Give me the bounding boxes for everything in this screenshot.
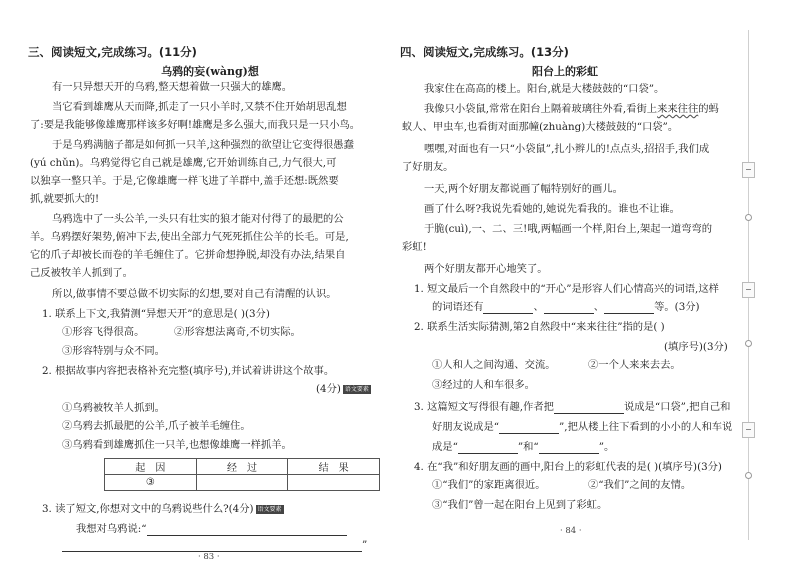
- story-line: 嘿嘿,对面也有一只“小袋鼠”,扎小辫儿的!点点头,招招手,我们成: [424, 143, 710, 155]
- q2-score: (填序号)(3分): [664, 341, 728, 353]
- skill-badge: 语文要素: [344, 385, 369, 393]
- binding-tab: [742, 162, 755, 178]
- story-line: (yú chǔn)。乌鸦觉得它自己就是雄鹰,它开始训练自己,力气很大,可: [30, 157, 337, 169]
- question-1: 1. 短文最后一个自然段中的“开心”是形容人们心情高兴的词语,这样: [414, 283, 719, 295]
- section-title: 三、阅读短文,完成练习。(11分): [28, 45, 197, 59]
- story-line: 一天,两个好朋友都说画了幅特别好的画儿。: [424, 183, 623, 195]
- story-table: [104, 458, 380, 491]
- q1-option: ③形容特别与众不同。: [62, 345, 165, 357]
- answer-blank[interactable]: [147, 524, 347, 536]
- story-line: 蚁人、甲虫车,也看街对面那幢(zhuàng)大楼鼓鼓的“口袋”。: [402, 121, 679, 133]
- q2-option: ①人和人之间沟通、交流。: [432, 359, 556, 371]
- story-line: 我像只小袋鼠,常常在阳台上隔着玻璃往外看,看街上来来往往的蚂: [424, 103, 719, 115]
- table-header-cause: 起 因: [105, 459, 197, 475]
- table-cell-cause[interactable]: ③: [105, 475, 197, 491]
- question-3: 3. 读了短文,你想对文中的乌鸦说些什么?(4分) 语文要素: [42, 503, 282, 515]
- right-page: [392, 0, 800, 566]
- q2-option: ②一个人来来去去。: [588, 359, 681, 371]
- story-title: 阳台上的彩虹: [532, 65, 598, 78]
- page-number: · 83 ·: [198, 552, 220, 562]
- binding-hole: [745, 472, 752, 479]
- q3-line-2: 好朋友说成是“ ”,把从楼上往下看到的小小的人和车说: [432, 421, 733, 433]
- story-line: 以独享一整只羊。于是,它像雄鹰一样飞进了羊群中,盖手还想:既然要: [30, 175, 339, 187]
- story-line: 己反被牧羊人抓到了。: [30, 267, 133, 279]
- q2-score: (4分) 语文要素: [316, 383, 369, 395]
- left-page: [0, 0, 392, 566]
- page-number: · 84 ·: [560, 526, 582, 536]
- answer-blank[interactable]: [554, 402, 624, 414]
- story-line: 抓,就要抓大的!: [30, 193, 100, 205]
- story-line: 画了什么呀?我说先看她的,她说先看我的。谁也不让谁。: [424, 203, 680, 215]
- q1-line-2: 的词语还有 、 、 等。(3分): [432, 301, 700, 313]
- question-1: 1. 联系上下文,我猜测“异想天开”的意思是( )(3分): [42, 308, 270, 320]
- table-header-result: 结 果: [288, 459, 380, 475]
- question-2: 2. 联系生活实际猜测,第2自然段中“来来往往”指的是( ): [414, 321, 665, 333]
- story-line: 两个好朋友都开心地笑了。: [424, 263, 548, 275]
- story-line: 乌鸦选中了一头公羊,一头只有壮实的狼才能对付得了的最肥的公: [52, 213, 344, 225]
- q1-option: ②形容想法离奇,不切实际。: [174, 326, 301, 338]
- q3-answer-line: 我想对乌鸦说:“: [76, 522, 347, 536]
- binding-hole: [745, 214, 752, 221]
- story-line: 彩虹!: [402, 241, 427, 253]
- answer-blank[interactable]: [499, 422, 559, 434]
- q1-option: ①形容飞得很高。: [62, 326, 145, 338]
- q2-option: ②乌鸦去抓最肥的公羊,爪子被羊毛缠住。: [62, 420, 251, 432]
- q3-answer-line-2: ”: [62, 538, 367, 552]
- answer-blank[interactable]: [62, 540, 362, 552]
- q4-option: ①“我们”的家距离很近。: [432, 479, 546, 491]
- binding-tab: [742, 282, 755, 298]
- story-line: 它的爪子却被长而卷的羊毛缠住了。它拼命想挣脱,却没有办法,结果自: [30, 249, 346, 261]
- question-3: 3. 这篇短文写得很有趣,作者把 说成是“口袋”,把自己和: [414, 401, 731, 413]
- q4-option: ③“我们”曾一起在阳台上见到了彩虹。: [432, 499, 608, 511]
- story-line: 所以,做事情不要总做不切实际的幻想,要对自己有清醒的认识。: [52, 288, 337, 300]
- story-title: 乌鸦的妄(wàng)想: [161, 65, 259, 78]
- story-line: 了:要是我能够像雄鹰那样该多好啊!雄鹰是多么强大,而我只是一只小鸟。: [30, 119, 361, 131]
- story-line: 于脆(cuì),一、二、三!哦,两幅画一个样,阳台上,架起一道弯弯的: [424, 223, 713, 235]
- q3-line-3: 成是“ ”和“ ”。: [432, 441, 615, 453]
- answer-blank[interactable]: [544, 302, 594, 314]
- question-2: 2. 根据故事内容把表格补充完整(填序号),并试着讲讲这个故事。: [42, 365, 335, 377]
- table-cell-process[interactable]: [196, 475, 288, 491]
- answer-blank[interactable]: [539, 442, 599, 454]
- question-4: 4. 在“我”和好朋友画的画中,阳台上的彩虹代表的是( )(填序号)(3分): [414, 461, 722, 473]
- answer-blank[interactable]: [458, 442, 518, 454]
- answer-blank[interactable]: [483, 302, 533, 314]
- story-line: 羊。乌鸦摆好架势,俯冲下去,使出全部力气死死抓住公羊的长毛。可是,: [30, 231, 349, 243]
- table-cell-result[interactable]: [288, 475, 380, 491]
- story-line: 我家住在高高的楼上。阳台,就是大楼鼓鼓的“口袋”。: [424, 83, 665, 95]
- q2-option: ③经过的人和车很多。: [432, 379, 535, 391]
- table-header-process: 经 过: [196, 459, 288, 475]
- story-line: 有一只异想天开的乌鸦,整天想着做一只强大的雄鹰。: [52, 81, 293, 93]
- answer-blank[interactable]: [604, 302, 654, 314]
- q2-option: ③乌鸦看到雄鹰抓住一只羊,也想像雄鹰一样抓羊。: [62, 439, 292, 451]
- binding-tab: [742, 422, 755, 438]
- binding-hole: [745, 340, 752, 347]
- q4-option: ②“我们”之间的友情。: [588, 479, 692, 491]
- q2-option: ①乌鸦被牧羊人抓到。: [62, 402, 165, 414]
- skill-badge: 语文要素: [257, 505, 282, 513]
- story-line: 当它看到雄鹰从天而降,抓走了一只小羊时,又禁不住开始胡思乱想: [52, 101, 347, 113]
- story-line: 于是乌鸦满脑子都是如何抓一只羊,这种强烈的欲望让它变得很愚蠢: [52, 139, 354, 151]
- story-line: 了好朋友。: [402, 161, 454, 173]
- section-title: 四、阅读短文,完成练习。(13分): [400, 45, 569, 59]
